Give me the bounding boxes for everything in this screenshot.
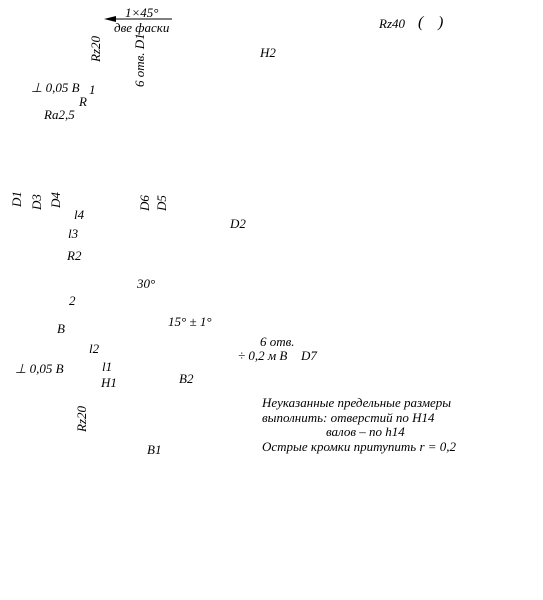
length-l2: l2: [89, 341, 100, 356]
diameter-d6: D6: [137, 195, 152, 211]
roughness-bracket-open: (: [418, 14, 424, 31]
chamfer-note: две фаски: [114, 20, 170, 35]
diameter-d4: D4: [48, 192, 63, 208]
length-l4: l4: [74, 207, 85, 222]
dimension-h1: H1: [101, 375, 117, 390]
note-line-2: выполнить: отверстий по H14: [262, 409, 435, 425]
note-line-4: Острые кромки притупить r = 0,2: [262, 438, 457, 454]
length-l3: l3: [68, 226, 79, 241]
position-tolerance: ÷ 0,2 м B: [238, 348, 288, 363]
mark-r: R: [79, 94, 87, 109]
roughness-rz20-top: Rz20: [88, 36, 103, 62]
note-line-1: Неуказанные предельные размеры: [262, 395, 452, 410]
mark-1: 1: [89, 82, 96, 97]
dimension-b2: B2: [179, 371, 194, 386]
holes-d1-callout: 6 отв. D1: [132, 33, 147, 87]
general-roughness: Rz40: [379, 16, 405, 31]
chamfer-size: 1×45°: [125, 5, 159, 20]
diameter-d5: D5: [154, 195, 169, 211]
radius-r2: R2: [67, 248, 82, 263]
mark-2: 2: [69, 293, 76, 308]
diameter-d3: D3: [29, 194, 44, 210]
holes-count: 6 отв.: [260, 334, 295, 349]
diameter-d1: D1: [9, 191, 24, 207]
roughness-bracket-close: ): [438, 14, 444, 31]
length-l1: l1: [102, 359, 113, 374]
diameter-d7: D7: [301, 348, 317, 363]
technical-notes: [262, 396, 456, 454]
perpendicularity-bottom: ⊥ 0,05 B: [15, 361, 64, 376]
roughness-rz20-bottom: Rz20: [74, 406, 89, 432]
angle-30: 30°: [137, 276, 156, 291]
datum-b: B: [57, 321, 65, 336]
dimension-h2: H2: [260, 45, 276, 60]
dimension-b1: B1: [147, 442, 162, 457]
note-line-3: валов – по h14: [326, 424, 405, 439]
angle-15-tolerance: 15° ± 1°: [168, 314, 212, 329]
perpendicularity-top: ⊥ 0,05 B: [31, 80, 80, 95]
roughness-ra: Ra2,5: [44, 107, 75, 122]
diameter-d2: D2: [230, 216, 246, 231]
